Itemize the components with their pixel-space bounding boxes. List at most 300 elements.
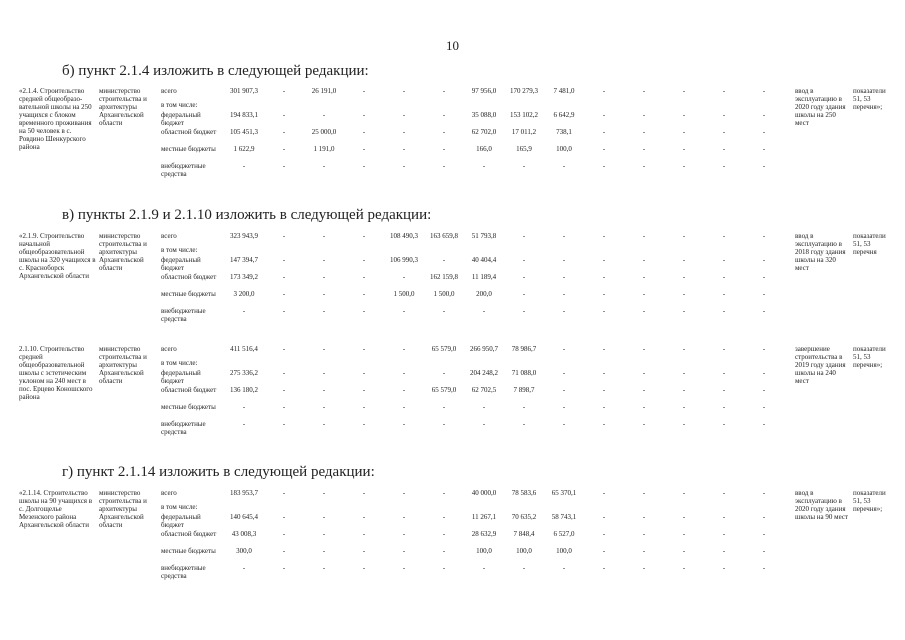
amount-cell: - — [522, 162, 526, 170]
amount-cell: - — [282, 403, 286, 411]
amount-cell: - — [562, 420, 566, 428]
amount-cell — [744, 359, 784, 369]
amount-cell — [664, 101, 704, 111]
amount-cell: - — [362, 564, 366, 572]
amount-cell: - — [442, 87, 446, 95]
amount-cell: - — [762, 162, 766, 170]
amount-cell: - — [602, 111, 606, 119]
table-row — [18, 87, 894, 101]
amount-cell: 204 248,2 — [470, 369, 498, 377]
spacer-cell — [784, 345, 794, 359]
amount-cell: 6 527,0 — [553, 530, 575, 538]
funding-source: областной бюджет — [161, 273, 217, 281]
funding-source: федеральный бюджет — [161, 369, 201, 385]
amount-cell: - — [322, 345, 326, 353]
amount-cell: 100,0 — [516, 547, 532, 555]
amount-cell: - — [642, 403, 646, 411]
amount-cell — [504, 359, 544, 369]
amount-cell: - — [402, 420, 406, 428]
amount-cell: - — [362, 513, 366, 521]
amount-cell: - — [722, 111, 726, 119]
amount-cell: - — [722, 256, 726, 264]
amount-cell — [464, 503, 504, 513]
amount-cell: - — [682, 307, 686, 315]
amount-cell: - — [722, 87, 726, 95]
indicator-reference: показатели 51, 53 перечня»; — [853, 489, 886, 513]
amount-cell: - — [402, 87, 406, 95]
amount-cell: - — [442, 547, 446, 555]
amount-cell: 7 898,7 — [513, 386, 535, 394]
amount-cell: - — [682, 232, 686, 240]
amount-cell: - — [762, 232, 766, 240]
measure-name: «2.1.9. Строительство начальной общеобразовательной школы на 320 учащихся в с. Красноборск Архангельской области — [19, 232, 96, 280]
amount-cell: - — [562, 307, 566, 315]
amount-cell — [664, 246, 704, 256]
amount-cell — [584, 359, 624, 369]
amount-cell: - — [602, 530, 606, 538]
funding-source: местные бюджеты — [161, 145, 216, 153]
amount-cell: - — [402, 273, 406, 281]
amount-cell: - — [562, 256, 566, 264]
indicator-reference: показатели 51, 53 перечня»; — [853, 87, 886, 111]
amount-cell: - — [722, 307, 726, 315]
funding-source: областной бюджет — [161, 128, 217, 136]
amount-cell — [344, 359, 384, 369]
amount-cell: - — [762, 273, 766, 281]
amount-cell — [384, 246, 424, 256]
amount-cell: 6 642,9 — [553, 111, 575, 119]
funding-source: внебюджетные средства — [161, 420, 206, 436]
amount-cell — [704, 246, 744, 256]
program-table-b — [18, 87, 894, 179]
funding-source: федеральный бюджет — [161, 513, 201, 529]
amount-cell: 1 622,9 — [233, 145, 255, 153]
amount-cell: - — [642, 256, 646, 264]
amount-cell — [544, 503, 584, 513]
expected-result: ввод в эксплуатацию в 2018 году здания школы на 320 мест — [795, 232, 846, 272]
amount-cell: - — [722, 162, 726, 170]
funding-source: в том числе: — [161, 246, 198, 254]
amount-cell: - — [722, 273, 726, 281]
amount-cell: - — [642, 145, 646, 153]
responsible-org: министерство строительства и архитектуры Архангельской области — [99, 345, 147, 385]
amount-cell: - — [322, 290, 326, 298]
amount-cell: - — [442, 489, 446, 497]
amount-cell — [504, 101, 544, 111]
amount-cell: - — [762, 111, 766, 119]
amount-cell — [664, 503, 704, 513]
amount-cell: 108 490,3 — [390, 232, 418, 240]
amount-cell: - — [482, 403, 486, 411]
amount-cell: - — [242, 403, 246, 411]
amount-cell: - — [282, 369, 286, 377]
amount-cell: 165,9 — [516, 145, 532, 153]
amount-cell — [264, 503, 304, 513]
amount-cell: - — [562, 564, 566, 572]
amount-cell: - — [642, 307, 646, 315]
amount-cell: - — [682, 386, 686, 394]
amount-cell: - — [282, 420, 286, 428]
amount-cell: 71 088,0 — [511, 369, 537, 377]
amount-cell: - — [562, 386, 566, 394]
spacer-cell — [784, 386, 794, 403]
amount-cell: - — [522, 420, 526, 428]
amount-cell: - — [322, 530, 326, 538]
amount-cell: - — [762, 489, 766, 497]
amount-cell: - — [762, 530, 766, 538]
spacer-cell — [784, 128, 794, 145]
spacer-cell — [784, 256, 794, 273]
amount-cell: - — [402, 564, 406, 572]
amount-cell: 153 102,2 — [510, 111, 538, 119]
amount-cell: - — [642, 420, 646, 428]
amount-cell: - — [442, 513, 446, 521]
table-row — [18, 489, 894, 503]
amount-cell — [224, 246, 264, 256]
program-table-v2 — [18, 345, 894, 437]
amount-cell: - — [762, 345, 766, 353]
funding-source: в том числе: — [161, 101, 198, 109]
measure-name: «2.1.14. Строительство школы на 90 учащихся в с. Долгощелье Мезенского района Архангельской области — [19, 489, 93, 529]
amount-cell: - — [402, 489, 406, 497]
amount-cell: - — [722, 232, 726, 240]
program-table-v1 — [18, 232, 894, 324]
funding-source: местные бюджеты — [161, 403, 216, 411]
amount-cell: - — [562, 273, 566, 281]
funding-source: областной бюджет — [161, 386, 217, 394]
spacer-cell — [784, 420, 794, 437]
amount-cell: - — [602, 513, 606, 521]
measure-name: «2.1.4. Строительство средней общеобразо-вательной школы на 250 учащихся с блоком временного проживания на 50 человек в с. Ровдино Шенкурского района — [19, 87, 92, 151]
amount-cell: - — [282, 489, 286, 497]
amount-cell: 7 481,0 — [553, 87, 575, 95]
amount-cell: - — [442, 403, 446, 411]
amount-cell: - — [722, 420, 726, 428]
amount-cell: - — [562, 232, 566, 240]
amount-cell: - — [362, 273, 366, 281]
amount-cell: - — [282, 87, 286, 95]
amount-cell: 7 848,4 — [513, 530, 535, 538]
amount-cell: - — [362, 111, 366, 119]
amount-cell: - — [682, 273, 686, 281]
amount-cell: - — [642, 345, 646, 353]
amount-cell — [304, 101, 344, 111]
amount-cell: - — [722, 345, 726, 353]
amount-cell — [744, 503, 784, 513]
indicator-reference: показатели 51, 53 перечня — [853, 232, 886, 256]
amount-cell: - — [722, 489, 726, 497]
amount-cell: - — [642, 273, 646, 281]
amount-cell: 78 986,7 — [511, 345, 537, 353]
amount-cell: 411 516,4 — [230, 345, 258, 353]
amount-cell: - — [322, 513, 326, 521]
amount-cell: - — [282, 273, 286, 281]
amount-cell — [264, 101, 304, 111]
amount-cell: 1 500,0 — [393, 290, 415, 298]
amount-cell: - — [482, 162, 486, 170]
amount-cell: - — [642, 162, 646, 170]
amount-cell: - — [442, 128, 446, 136]
amount-cell: - — [602, 162, 606, 170]
amount-cell: - — [642, 530, 646, 538]
amount-cell: - — [602, 345, 606, 353]
amount-cell: 65 579,0 — [431, 345, 457, 353]
amount-cell: - — [482, 564, 486, 572]
amount-cell: 170 279,3 — [510, 87, 538, 95]
amount-cell: - — [362, 87, 366, 95]
amount-cell: - — [762, 403, 766, 411]
amount-cell: - — [682, 162, 686, 170]
amount-cell: - — [762, 128, 766, 136]
amount-cell: - — [522, 403, 526, 411]
amount-cell: - — [722, 386, 726, 394]
amount-cell — [584, 503, 624, 513]
amount-cell: - — [282, 145, 286, 153]
amount-cell: - — [362, 547, 366, 555]
amount-cell: - — [602, 290, 606, 298]
amount-cell: 11 267,1 — [471, 513, 497, 521]
amount-cell: - — [402, 145, 406, 153]
spacer-cell — [784, 359, 794, 369]
amount-cell — [504, 503, 544, 513]
amount-cell: - — [682, 345, 686, 353]
amount-cell — [304, 503, 344, 513]
amount-cell: - — [362, 145, 366, 153]
spacer-cell — [784, 145, 794, 162]
funding-source: внебюджетные средства — [161, 307, 206, 323]
amount-cell: - — [322, 489, 326, 497]
amount-cell: 70 635,2 — [511, 513, 537, 521]
funding-source: всего — [161, 87, 177, 95]
amount-cell: - — [762, 564, 766, 572]
amount-cell: - — [642, 547, 646, 555]
spacer-cell — [784, 503, 794, 513]
funding-source: всего — [161, 489, 177, 497]
amount-cell: 58 743,1 — [551, 513, 577, 521]
amount-cell — [664, 359, 704, 369]
amount-cell: - — [722, 145, 726, 153]
page-number: 10 — [446, 38, 459, 53]
amount-cell — [424, 503, 464, 513]
amount-cell: - — [722, 530, 726, 538]
amount-cell: - — [362, 386, 366, 394]
amount-cell: - — [402, 162, 406, 170]
amount-cell: - — [762, 87, 766, 95]
amount-cell: - — [282, 547, 286, 555]
amount-cell: - — [322, 564, 326, 572]
funding-source: федеральный бюджет — [161, 111, 201, 127]
amount-cell: - — [362, 403, 366, 411]
amount-cell: - — [722, 547, 726, 555]
amount-cell: - — [402, 403, 406, 411]
amount-cell — [744, 246, 784, 256]
amount-cell — [424, 359, 464, 369]
amount-cell: 266 950,7 — [470, 345, 498, 353]
amount-cell: - — [322, 232, 326, 240]
amount-cell: - — [442, 111, 446, 119]
amount-cell: - — [322, 273, 326, 281]
amount-cell: - — [442, 530, 446, 538]
section-heading-g: г) пункт 2.1.14 изложить в следующей редакции: — [62, 464, 375, 480]
amount-cell: - — [242, 162, 246, 170]
amount-cell — [424, 101, 464, 111]
amount-cell: - — [322, 420, 326, 428]
spacer-cell — [784, 87, 794, 101]
amount-cell: - — [282, 564, 286, 572]
amount-cell: 200,0 — [476, 290, 492, 298]
amount-cell: 3 200,0 — [233, 290, 255, 298]
amount-cell: - — [682, 420, 686, 428]
amount-cell: - — [762, 386, 766, 394]
amount-cell — [264, 359, 304, 369]
amount-cell — [584, 101, 624, 111]
amount-cell: - — [682, 87, 686, 95]
spacer-cell — [784, 246, 794, 256]
amount-cell: - — [642, 513, 646, 521]
amount-cell — [464, 246, 504, 256]
amount-cell — [544, 101, 584, 111]
amount-cell: - — [682, 256, 686, 264]
amount-cell: - — [682, 564, 686, 572]
amount-cell: - — [402, 386, 406, 394]
spacer-cell — [784, 101, 794, 111]
amount-cell: - — [402, 128, 406, 136]
expected-result: ввод в эксплуатацию в 2020 году здания школы на 250 мест — [795, 87, 846, 127]
amount-cell: - — [522, 273, 526, 281]
amount-cell: - — [322, 403, 326, 411]
amount-cell: - — [602, 307, 606, 315]
amount-cell: - — [282, 232, 286, 240]
responsible-org: министерство строительства и архитектуры Архангельской области — [99, 87, 147, 127]
amount-cell: - — [562, 403, 566, 411]
amount-cell: - — [362, 345, 366, 353]
funding-source: в том числе: — [161, 359, 198, 367]
amount-cell: - — [602, 87, 606, 95]
amount-cell: - — [762, 256, 766, 264]
spacer-cell — [784, 489, 794, 503]
amount-cell: - — [362, 369, 366, 377]
amount-cell: - — [402, 307, 406, 315]
amount-cell: - — [322, 386, 326, 394]
amount-cell: - — [362, 256, 366, 264]
amount-cell: - — [322, 547, 326, 555]
amount-cell — [264, 246, 304, 256]
amount-cell — [344, 503, 384, 513]
amount-cell: - — [282, 128, 286, 136]
amount-cell: - — [362, 307, 366, 315]
amount-cell: 300,0 — [236, 547, 252, 555]
spacer-cell — [784, 273, 794, 290]
measure-name: 2.1.10. Строительство средней общеобразовательной школы с эстетическим уклоном на 240 мест в пос. Ерцево Коношского района — [19, 345, 93, 401]
table-row — [18, 345, 894, 359]
amount-cell: - — [282, 290, 286, 298]
amount-cell: - — [642, 386, 646, 394]
amount-cell: 162 159,8 — [430, 273, 458, 281]
amount-cell — [704, 503, 744, 513]
amount-cell — [464, 101, 504, 111]
amount-cell — [744, 101, 784, 111]
amount-cell: 301 907,3 — [230, 87, 258, 95]
funding-source: в том числе: — [161, 503, 198, 511]
amount-cell: - — [682, 145, 686, 153]
amount-cell: 323 943,9 — [230, 232, 258, 240]
amount-cell: - — [602, 273, 606, 281]
amount-cell: 62 702,5 — [471, 386, 497, 394]
amount-cell: - — [522, 307, 526, 315]
amount-cell — [504, 246, 544, 256]
amount-cell: 65 370,1 — [551, 489, 577, 497]
amount-cell: - — [682, 111, 686, 119]
amount-cell: - — [522, 256, 526, 264]
amount-cell: - — [362, 290, 366, 298]
amount-cell: - — [682, 128, 686, 136]
amount-cell — [424, 246, 464, 256]
amount-cell: - — [682, 369, 686, 377]
amount-cell: 40 000,0 — [471, 489, 497, 497]
section-heading-b: б) пункт 2.1.4 изложить в следующей редакции: — [62, 63, 369, 79]
spacer-cell — [784, 530, 794, 547]
amount-cell: 35 088,0 — [471, 111, 497, 119]
amount-cell — [584, 246, 624, 256]
amount-cell: - — [602, 386, 606, 394]
amount-cell: 28 632,9 — [471, 530, 497, 538]
amount-cell: 11 189,4 — [471, 273, 497, 281]
amount-cell: - — [682, 489, 686, 497]
amount-cell: - — [762, 290, 766, 298]
funding-source: областной бюджет — [161, 530, 217, 538]
amount-cell: - — [242, 307, 246, 315]
amount-cell: - — [642, 369, 646, 377]
amount-cell: - — [562, 162, 566, 170]
amount-cell: - — [522, 290, 526, 298]
expected-result: ввод в эксплуатацию в 2020 году здания школы на 90 мест — [795, 489, 849, 521]
amount-cell: - — [402, 111, 406, 119]
spacer-cell — [784, 369, 794, 386]
responsible-org: министерство строительства и архитектуры Архангельской области — [99, 489, 147, 529]
amount-cell: - — [762, 307, 766, 315]
amount-cell — [384, 101, 424, 111]
amount-cell: - — [642, 128, 646, 136]
section-heading-v: в) пункты 2.1.9 и 2.1.10 изложить в следующей редакции: — [62, 207, 432, 223]
amount-cell: 97 956,0 — [471, 87, 497, 95]
amount-cell: - — [362, 128, 366, 136]
amount-cell: - — [602, 145, 606, 153]
responsible-org: министерство строительства и архитектуры Архангельской области — [99, 232, 147, 272]
amount-cell: 100,0 — [556, 547, 572, 555]
amount-cell: - — [642, 111, 646, 119]
amount-cell: - — [282, 513, 286, 521]
amount-cell: 43 008,3 — [231, 530, 257, 538]
amount-cell: - — [482, 420, 486, 428]
amount-cell: - — [442, 564, 446, 572]
amount-cell: 194 833,1 — [230, 111, 258, 119]
amount-cell: - — [362, 420, 366, 428]
spacer-cell — [784, 232, 794, 246]
funding-source: федеральный бюджет — [161, 256, 201, 272]
amount-cell — [624, 246, 664, 256]
spacer-cell — [784, 111, 794, 128]
amount-cell: - — [762, 369, 766, 377]
amount-cell: - — [322, 111, 326, 119]
amount-cell: 183 953,7 — [230, 489, 258, 497]
amount-cell — [344, 101, 384, 111]
funding-source: внебюджетные средства — [161, 162, 206, 178]
amount-cell: - — [642, 564, 646, 572]
amount-cell — [704, 359, 744, 369]
amount-cell: 140 645,4 — [230, 513, 258, 521]
amount-cell: - — [682, 530, 686, 538]
amount-cell: 25 000,0 — [311, 128, 337, 136]
